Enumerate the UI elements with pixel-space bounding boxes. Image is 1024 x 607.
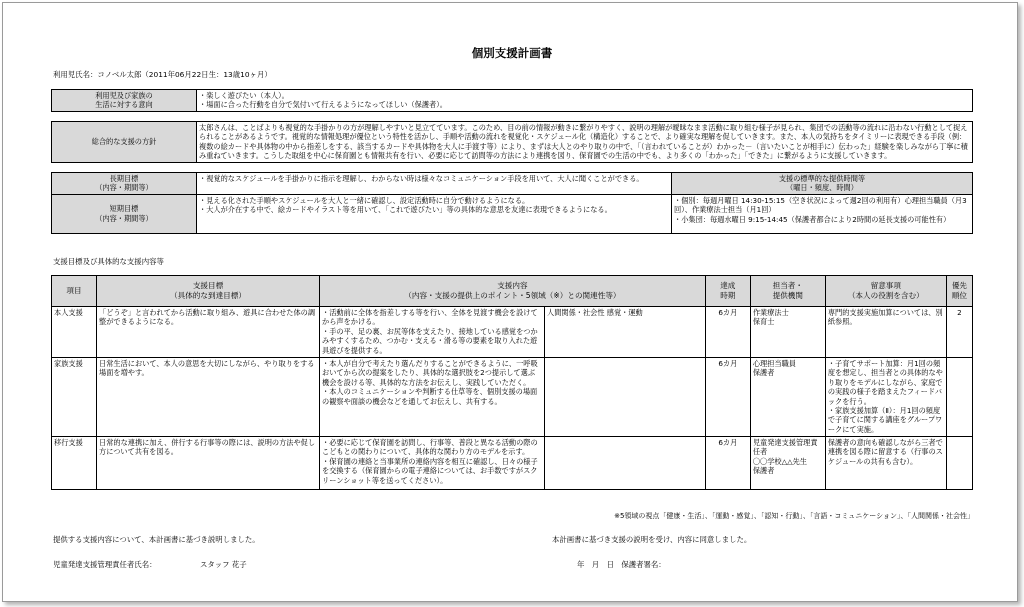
date-signature: 年 月 日 保護者署名：: [577, 560, 666, 569]
row-content: ・活動前に全体を指差しする等を行い、全体を見渡す機会を設けてから声をかける。 ・手の平、足の裏、お尻等体を支えたり、接地している感覚をつかみやすくするため、つかむ・支える・滑る等の要素を取り入れた遊具遊びを提供する。: [320, 307, 545, 358]
row-priority: [946, 358, 972, 437]
row-priority: [946, 437, 972, 490]
explain-text: 提供する支援内容について、本計画書に基づき説明しました。: [53, 535, 260, 544]
manager-name: スタッフ 花子: [200, 560, 247, 569]
table-row: [52, 358, 973, 437]
header-content: 支援内容 （内容・支援の提供上のポイント・5領域（※）との関連性等）: [320, 276, 706, 307]
row-item: 移行支援: [52, 437, 97, 490]
header-period: 達成 時期: [705, 276, 750, 307]
row-content: ・必要に応じて保育園を訪問し、行事等、普段と異なる活動の際のこどもとの関わりについて、具体的な関わり方のモデルを示す。 ・保育園の連絡と当事業所の連絡内容を相互に確認し、日々の様子を交換する（保育園からの電子連絡については、お手数ですがスクリーンショット等を送ってください）。: [320, 437, 545, 490]
row-notes: ・子育てサポート加算：月1回の頻度を想定し、担当者との具体的なやり取りをモデルにしながら、家庭での実践の様子を踏まえたフィードバックを行う。 ・家族支援加算（Ⅱ）：月1回の頻度で子育てに関する講座をグループワークにて実施。: [825, 358, 946, 437]
long-goal-text: ・視覚的なスケジュールを手掛かりに指示を理解し、わからない時は様々なコミュニケーション手段を用いて、大人に聞くことができる。: [197, 173, 672, 195]
header-goal: 支援目標 （具体的な到達目標）: [97, 276, 320, 307]
row-item: 本人支援: [52, 307, 97, 358]
row-goal: 日常的な連携に加え、併行する行事等の際には、説明の方法や促し方について共有を図る。: [97, 437, 320, 490]
table-row: [52, 437, 973, 490]
consent-text: 本計画書に基づき支援の説明を受け、内容に同意しました。: [552, 535, 752, 544]
schedule-text: ・個別：毎週月曜日 14:30-15:15（空き状況によって週2回の利用有）心理担当職員（月3回）、作業療法士担当（月1回） ・小集団：毎週水曜日 9:15-14:45（保護者都合により2時間の延長支援の可能性有）: [672, 194, 973, 233]
section-title: 支援目標及び具体的な支援内容等: [53, 257, 164, 266]
row-period: 6カ月: [705, 437, 750, 490]
wishes-table: [51, 89, 973, 112]
row-notes: 保護者の意向も確認しながら三者で連携を図る際に留意する（行事のスケジュールの共有も含む）。: [825, 437, 946, 490]
row-goal: 「どうぞ」と言われてから活動に取り組み、遊具に合わせた体の調整ができるようになる。: [97, 307, 320, 358]
row-content: ・本人が自分で考えたり選んだりすることができるように、一呼吸おいてから次の提案をしたり、具体的な選択肢を2つ提示して選ぶ機会を設ける等、具体的な方法をお伝えし、実践していただく。 ・本人のコミュニケーションや判断する仕草等を、個別支援の場面の観察や面談の機会などを通してお伝えし、共有する。: [320, 358, 545, 437]
row-priority: 2: [946, 307, 972, 358]
short-goal-text: ・見える化された手順やスケジュールを大人と一緒に確認し、設定活動時に自分で動けるようになる。 ・大人が介在する中で、絵カードやイラスト等を用いて、「これで遊びたい」等の具体的な意思を友達に表現できるようになる。: [197, 194, 672, 233]
row-staff: 心理担当職員 保護者: [750, 358, 825, 437]
row-domain: [545, 437, 706, 490]
child-info: 利用児氏名：コノベル太郎（2011年06月22日生：13歳10ヶ月）: [53, 70, 272, 79]
policy-table: [51, 121, 973, 163]
manager-label: 児童発達支援管理責任者氏名：: [53, 560, 157, 569]
wishes-label: 利用児及び家族の 生活に対する意向: [52, 90, 197, 112]
wishes-text: ・楽しく遊びたい（本人）。 ・場面に合った行動を自分で気付いて行えるようになってほしい（保護者）。: [197, 90, 973, 112]
row-item: 家族支援: [52, 358, 97, 437]
row-goal: 日常生活において、本人の意思を大切にしながら、やり取りをする場面を増やす。: [97, 358, 320, 437]
schedule-label: 支援の標準的な提供時間等 （曜日・頻度、時間）: [672, 173, 973, 195]
goals-table: [51, 172, 973, 234]
row-notes: 専門的支援実施加算については、別紙参照。: [825, 307, 946, 358]
row-staff: 作業療法士 保育士: [750, 307, 825, 358]
document-title: 個別支援計画書: [471, 46, 553, 60]
row-period: 6カ月: [705, 307, 750, 358]
short-goal-label: 短期目標 （内容・期間等）: [52, 194, 197, 233]
support-table-header: [52, 276, 973, 307]
row-staff: 児童発達支援管理責任者 〇〇学校△△先生 保護者: [750, 437, 825, 490]
row-domain: 人間関係・社会性 感覚・運動: [545, 307, 706, 358]
row-domain: [545, 358, 706, 437]
table-row: [52, 307, 973, 358]
policy-label: 総合的な支援の方針: [52, 122, 197, 163]
footnote: ※5領域の視点「健康・生活」、「運動・感覚」、「認知・行動」、「言語・コミュニケーション」、「人間関係・社会性」: [614, 512, 974, 520]
header-notes: 留意事項 （本人の役割を含む）: [825, 276, 946, 307]
header-staff: 担当者・ 提供機関: [750, 276, 825, 307]
header-priority: 優先 順位: [946, 276, 972, 307]
support-table: [51, 275, 973, 490]
row-period: 6カ月: [705, 358, 750, 437]
header-item: 項目: [52, 276, 97, 307]
policy-text: 太郎さんは、ことばよりも視覚的な手掛かりの方が理解しやすいと見立てています。このため、目の前の情報が動きに繋がりやすく、説明の理解が曖昧なまま活動に取り組む様子が見られ、集団での活動等の流れに沿わない行動として捉えられることがあるようです。視覚的な情報処理が優位という特性を活かし、手順や活動の流れを視覚化・スケジュール化（構造化）することで、より確実な理解を促していきます。また、本人の気持ちをタイミリーに表現できる手段（例：複数の絵カードや具体物の中から指差しをする、該当するカードや具体物を大人に手渡す等）により、まずは大人とのやり取りの中で、「（言われていることが）わかった－（言いたいことが相手に）伝わった」経験を楽しみながら丁寧に積み重ねていきます。こうした取組を中心に保育園とも情報共有を行い、必要に応じて訪問等の方法により連携を図り、保育園での生活の中でも、より多くの「わかった」「できた」に繋がるように支援していきます。: [197, 122, 973, 163]
long-goal-label: 長期目標 （内容・期間等）: [52, 173, 197, 195]
